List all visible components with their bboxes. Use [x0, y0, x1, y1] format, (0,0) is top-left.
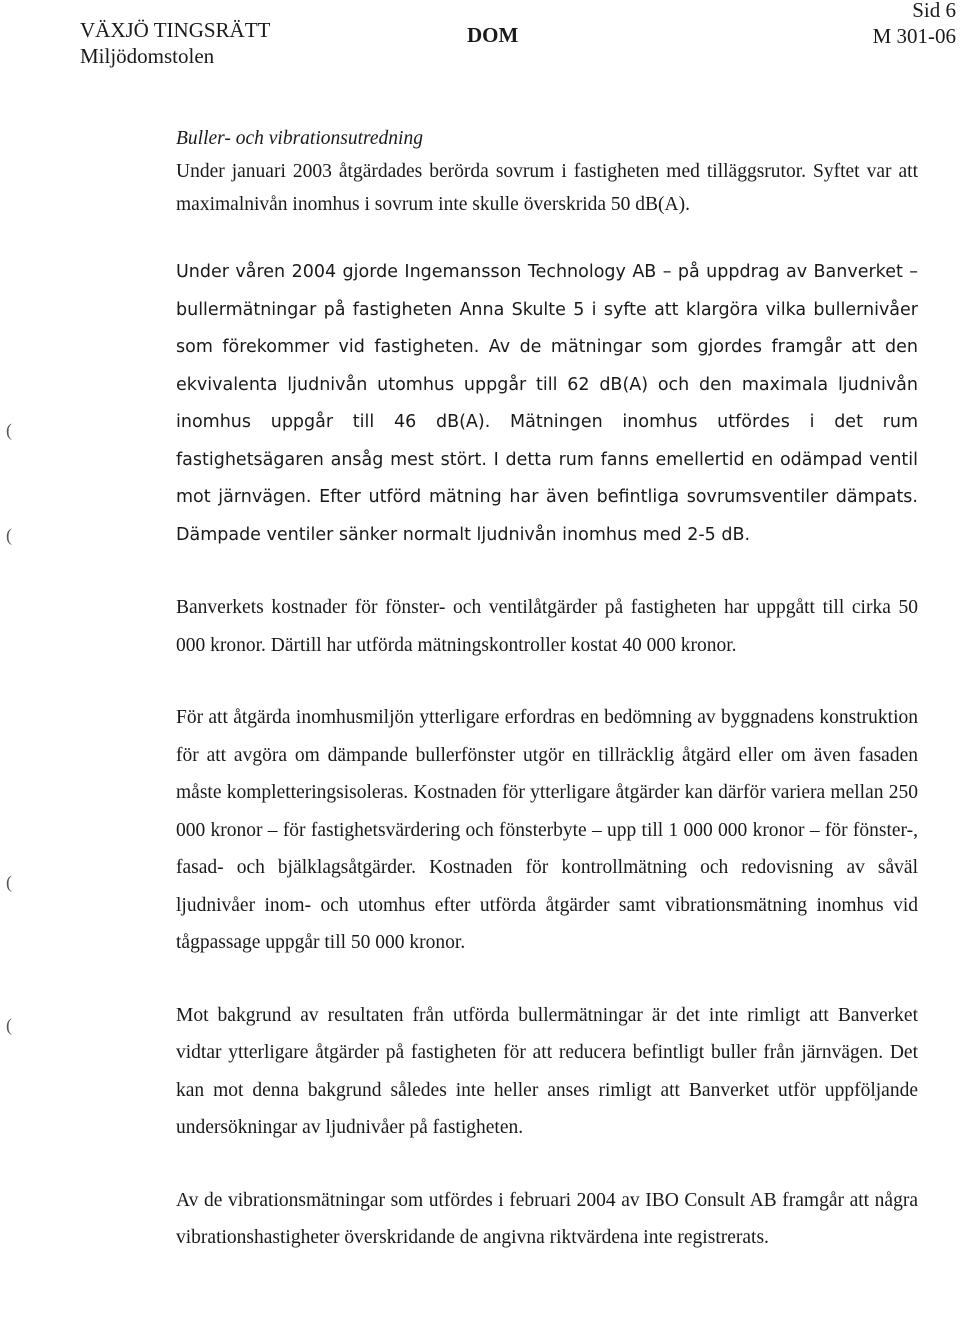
margin-mark: ( [6, 525, 12, 545]
page-header [0, 0, 960, 80]
document-type: DOM [467, 23, 519, 47]
case-number: M 301-06 [872, 24, 956, 48]
court-division: Miljödomstolen [80, 44, 215, 68]
margin-mark: ( [6, 872, 12, 892]
document-body [176, 122, 918, 1257]
paragraph-further-measures: För att åtgärda inomhusmiljön ytterligare erfordras en bedömning av byggnadens konstruktion för att avgöra om dämpande bullerfönster utgör en tillräcklig åtgärd eller om även fasaden måste kompletteringsisoleras. Kostnaden för ytterligare åtgärder kan därför variera mellan 250 000 kronor – för fastighetsvärdering och fönsterbyte – upp till 1 000 000 kronor – för fönster-, fasad- och bjälklagsåtgärder. Kostnaden för kontrollmätning och redovisning av såväl ljudnivåer inom- och utomhus efter utförda åtgärder samt vibrationsmätning inomhus vid tågpassage uppgår till 50 000 kronor. [176, 707, 918, 953]
paragraph-noise-measurement: Under våren 2004 gjorde Ingemansson Technology AB – på uppdrag av Banverket – bullermätningar på fastigheten Anna Skulte 5 i syfte att klargöra vilka bullernivåer som förekommer vid fastigheten. Av de mätningar som gjordes framgår att den ekvivalenta ljudnivån utomhus uppgår till 62 dB(A) och den maximala ljudnivån inomhus uppgår till 46 dB(A). Mätningen inomhus utfördes i det rum fastighetsägaren ansåg mest stört. I detta rum fanns emellertid en odämpad ventil mot järnvägen. Efter utförd mätning har även befintliga sovrumsventiler dämpats. Dämpade ventiler sänker normalt ljudnivån inomhus med 2-5 dB. [176, 262, 918, 545]
paragraph-costs: Banverkets kostnader för fönster- och ventilåtgärder på fastigheten har uppgått till cirka 50 000 kronor. Därtill har utförda mätningskontroller kostat 40 000 kronor. [176, 597, 918, 656]
paragraph-vibration: Av de vibrationsmätningar som utfördes i februari 2004 av IBO Consult AB framgår att några vibrationshastigheter överskridande de angivna riktvärdena inte registrerats. [176, 1189, 918, 1248]
court-name: VÄXJÖ TINGSRÄTT [80, 18, 271, 42]
margin-mark: ( [6, 420, 12, 440]
paragraph-conclusion: Mot bakgrund av resultaten från utförda bullermätningar är det inte rimligt att Banverket vidtar ytterligare åtgärder på fastigheten för att reducera befintligt buller från järnvägen. Det kan mot denna bakgrund således inte heller anses rimligt att Banverket utför uppföljande undersökningar av ljudnivåer på fastigheten. [176, 1004, 918, 1138]
page-info [873, 0, 956, 49]
court-block [80, 17, 270, 69]
paragraph-window-measures: Under januari 2003 åtgärdades berörda sovrum i fastigheten med tilläggsrutor. Syftet var att maximalnivån inomhus i sovrum inte skulle överskrida 50 dB(A). [176, 161, 918, 215]
section-heading: Buller- och vibrationsutredning [176, 128, 423, 149]
page-number: Sid 6 [912, 0, 956, 22]
margin-mark: ( [6, 1015, 12, 1035]
